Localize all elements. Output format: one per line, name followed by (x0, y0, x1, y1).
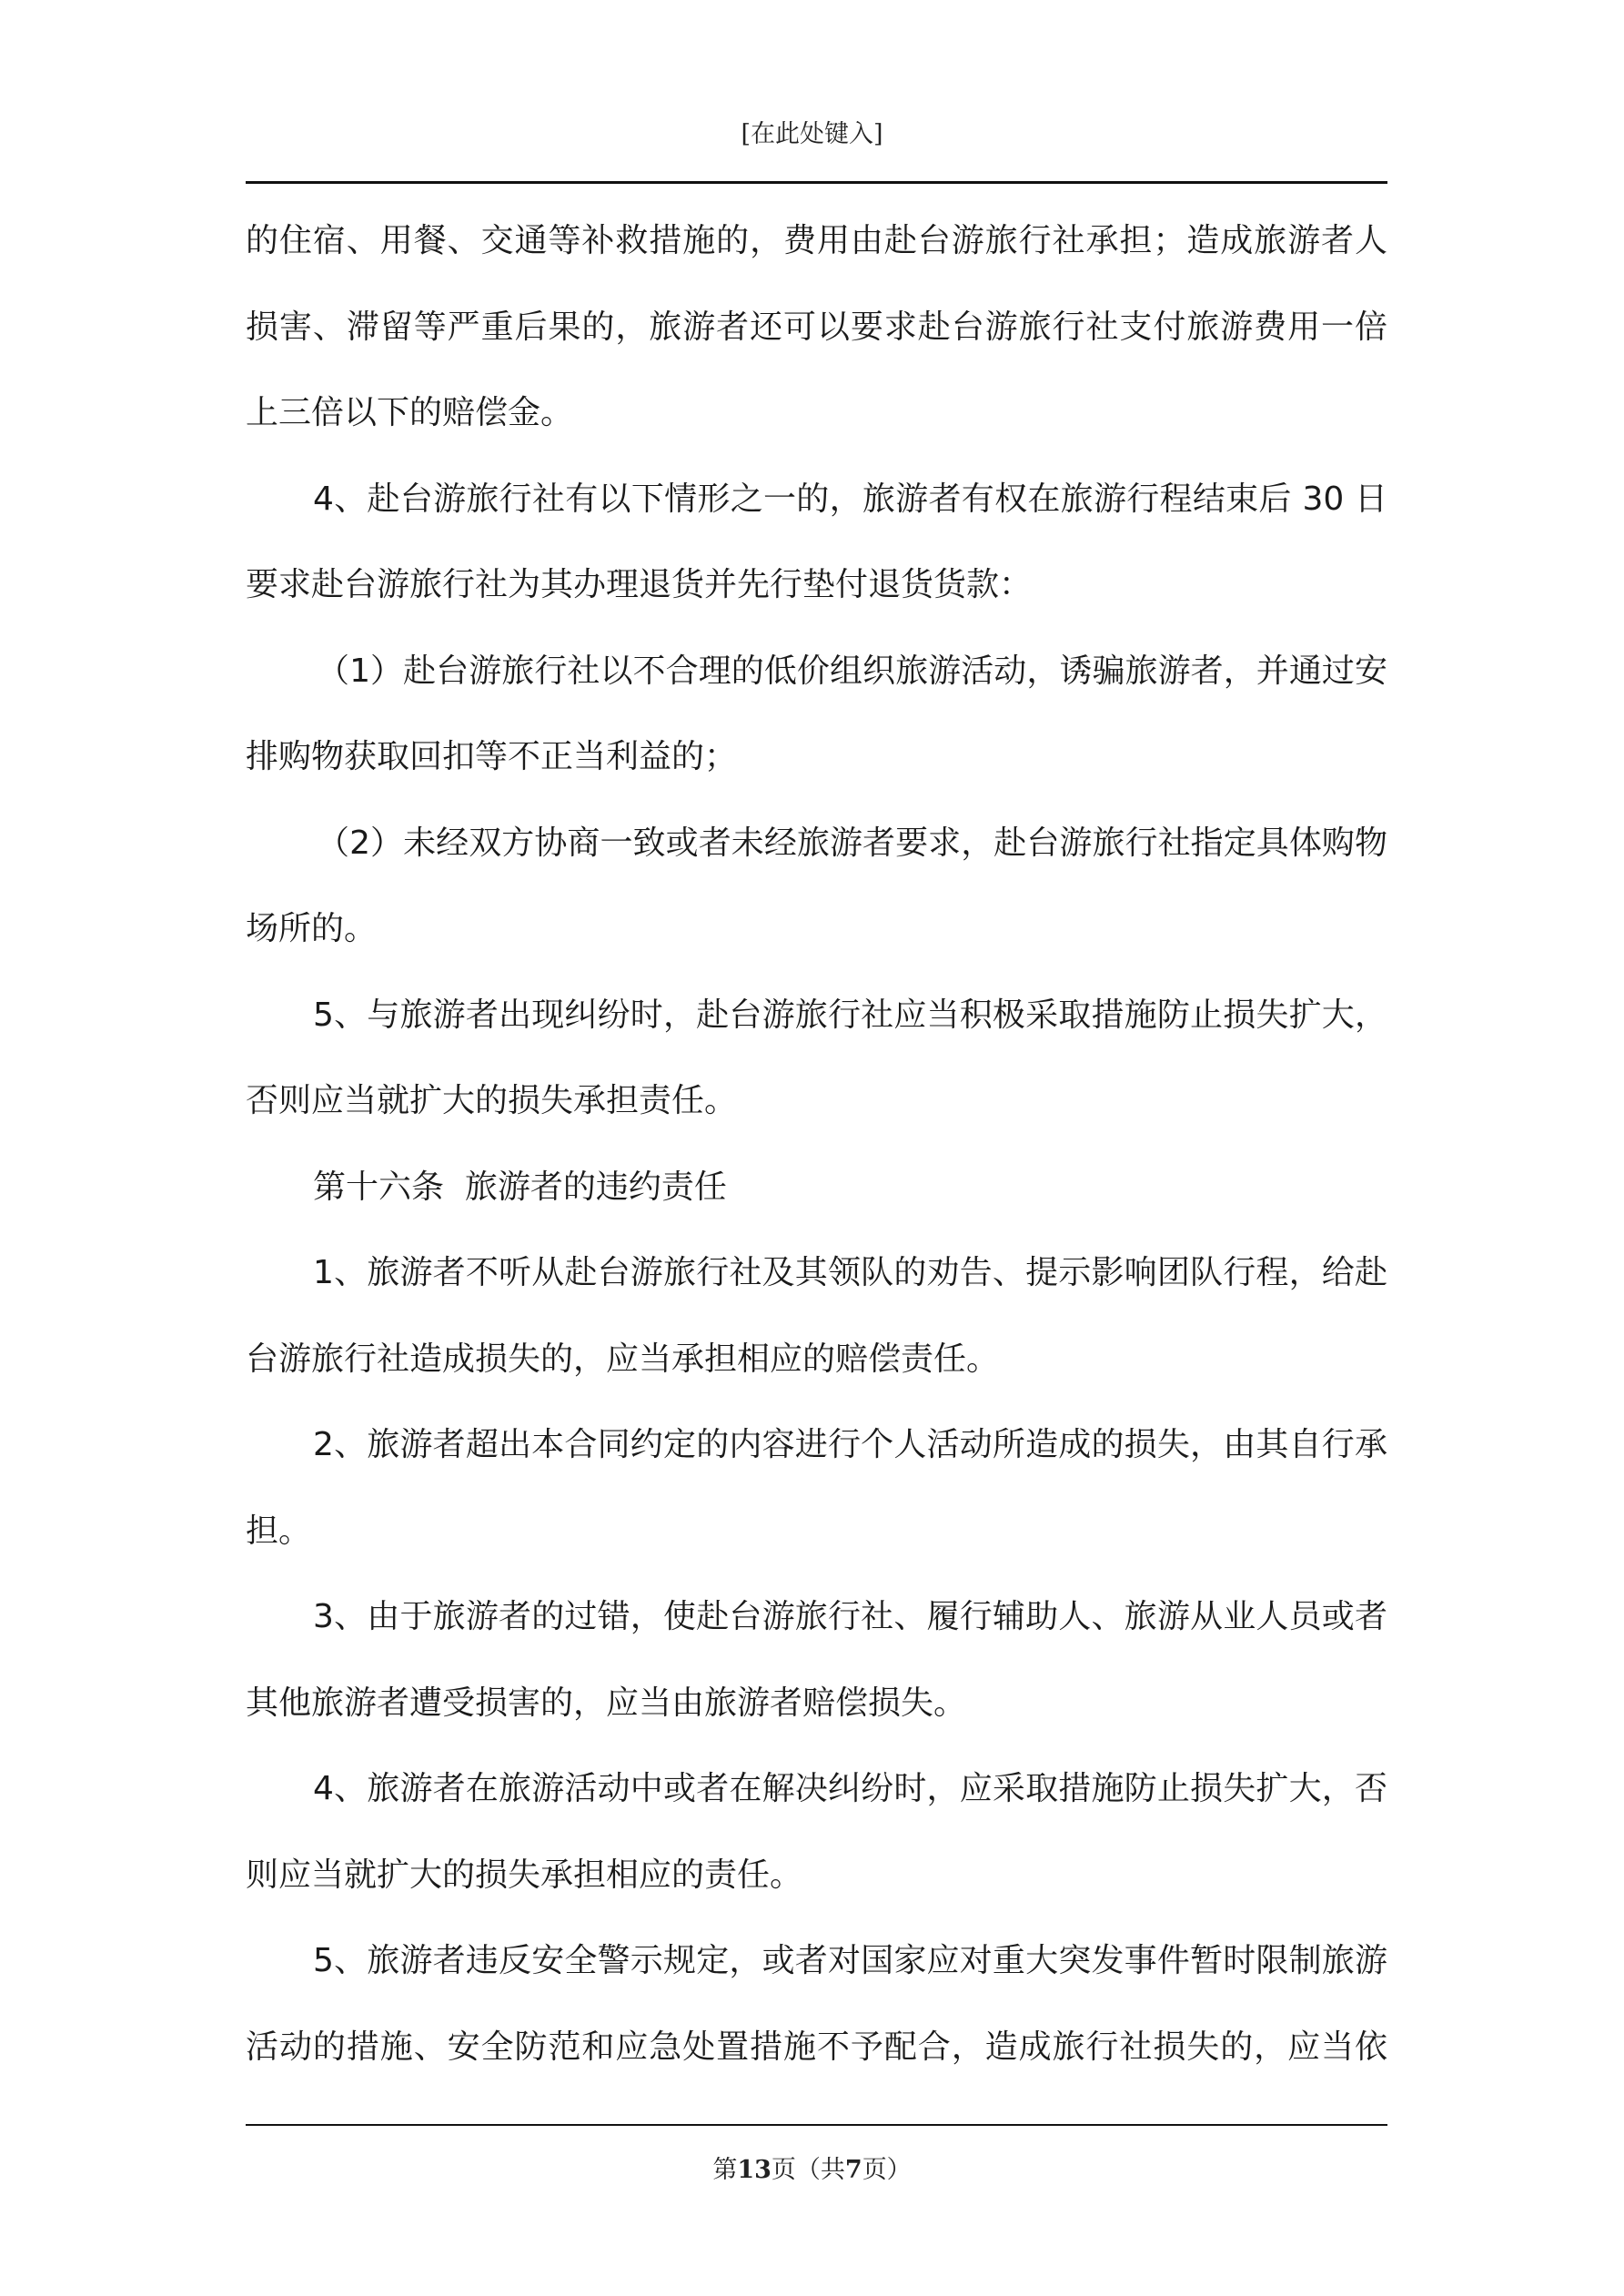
page-footer (0, 2149, 1624, 2185)
header-divider (246, 181, 1387, 184)
text-line: 2、旅游者超出本合同约定的内容进行个人活动所造成的损失，由其自行承 (313, 1426, 1387, 1463)
text-line: 5、与旅游者出现纠纷时，赴台游旅行社应当积极采取措施防止损失扩大， (313, 996, 1387, 1034)
footer-suffix: 页） (862, 2156, 912, 2184)
text-line: 场所的。 (246, 910, 378, 947)
text-line: 其他旅游者遭受损害的，应当由旅游者赔偿损失。 (246, 1684, 967, 1722)
text-line: 台游旅行社造成损失的，应当承担相应的赔偿责任。 (246, 1340, 1000, 1378)
text-line: 要求赴台游旅行社为其办理退货并先行垫付退货货款： (246, 566, 1033, 603)
text-line: 损害、滞留等严重后果的，旅游者还可以要求赴台游旅行社支付旅游费用一倍 (246, 308, 1387, 346)
text-line: 上三倍以下的赔偿金。 (246, 394, 574, 431)
text-line: 排购物获取回扣等不正当利益的； (246, 738, 738, 775)
page-number: 13 (737, 2156, 772, 2184)
footer-middle: 页（共 (771, 2156, 845, 2184)
page-header: [在此处键入] (741, 120, 883, 148)
text-line: （1）赴台游旅行社以不合理的低价组织旅游活动，诱骗旅游者，并通过安 (317, 652, 1387, 690)
footer-divider (246, 2124, 1387, 2126)
text-line: 4、旅游者在旅游活动中或者在解决纠纷时，应采取措施防止损失扩大，否 (313, 1770, 1387, 1807)
text-line: 否则应当就扩大的损失承担责任。 (246, 1082, 738, 1119)
text-line: 的住宿、用餐、交通等补救措施的，费用由赴台游旅行社承担；造成旅游者人 (246, 222, 1387, 259)
section-heading: 第十六条 旅游者的违约责任 (313, 1168, 727, 1206)
text-line: 则应当就扩大的损失承担相应的责任。 (246, 1856, 803, 1894)
text-line: 3、由于旅游者的过错，使赴台游旅行社、履行辅助人、旅游从业人员或者 (313, 1598, 1387, 1635)
footer-prefix: 第 (712, 2156, 738, 2184)
text-line: 1、旅游者不听从赴台游旅行社及其领队的劝告、提示影响团队行程，给赴 (313, 1254, 1387, 1291)
page-total: 7 (844, 2156, 862, 2184)
text-line: 5、旅游者违反安全警示规定，或者对国家应对重大突发事件暂时限制旅游 (313, 1942, 1387, 1979)
text-line: （2）未经双方协商一致或者未经旅游者要求，赴台游旅行社指定具体购物 (317, 824, 1387, 862)
text-line: 担。 (246, 1512, 312, 1550)
document-body (246, 198, 1387, 2090)
text-line: 活动的措施、安全防范和应急处置措施不予配合，造成旅行社损失的，应当依 (246, 2028, 1387, 2066)
text-line: 4、赴台游旅行社有以下情形之一的，旅游者有权在旅游行程结束后 30 日 (313, 480, 1387, 518)
